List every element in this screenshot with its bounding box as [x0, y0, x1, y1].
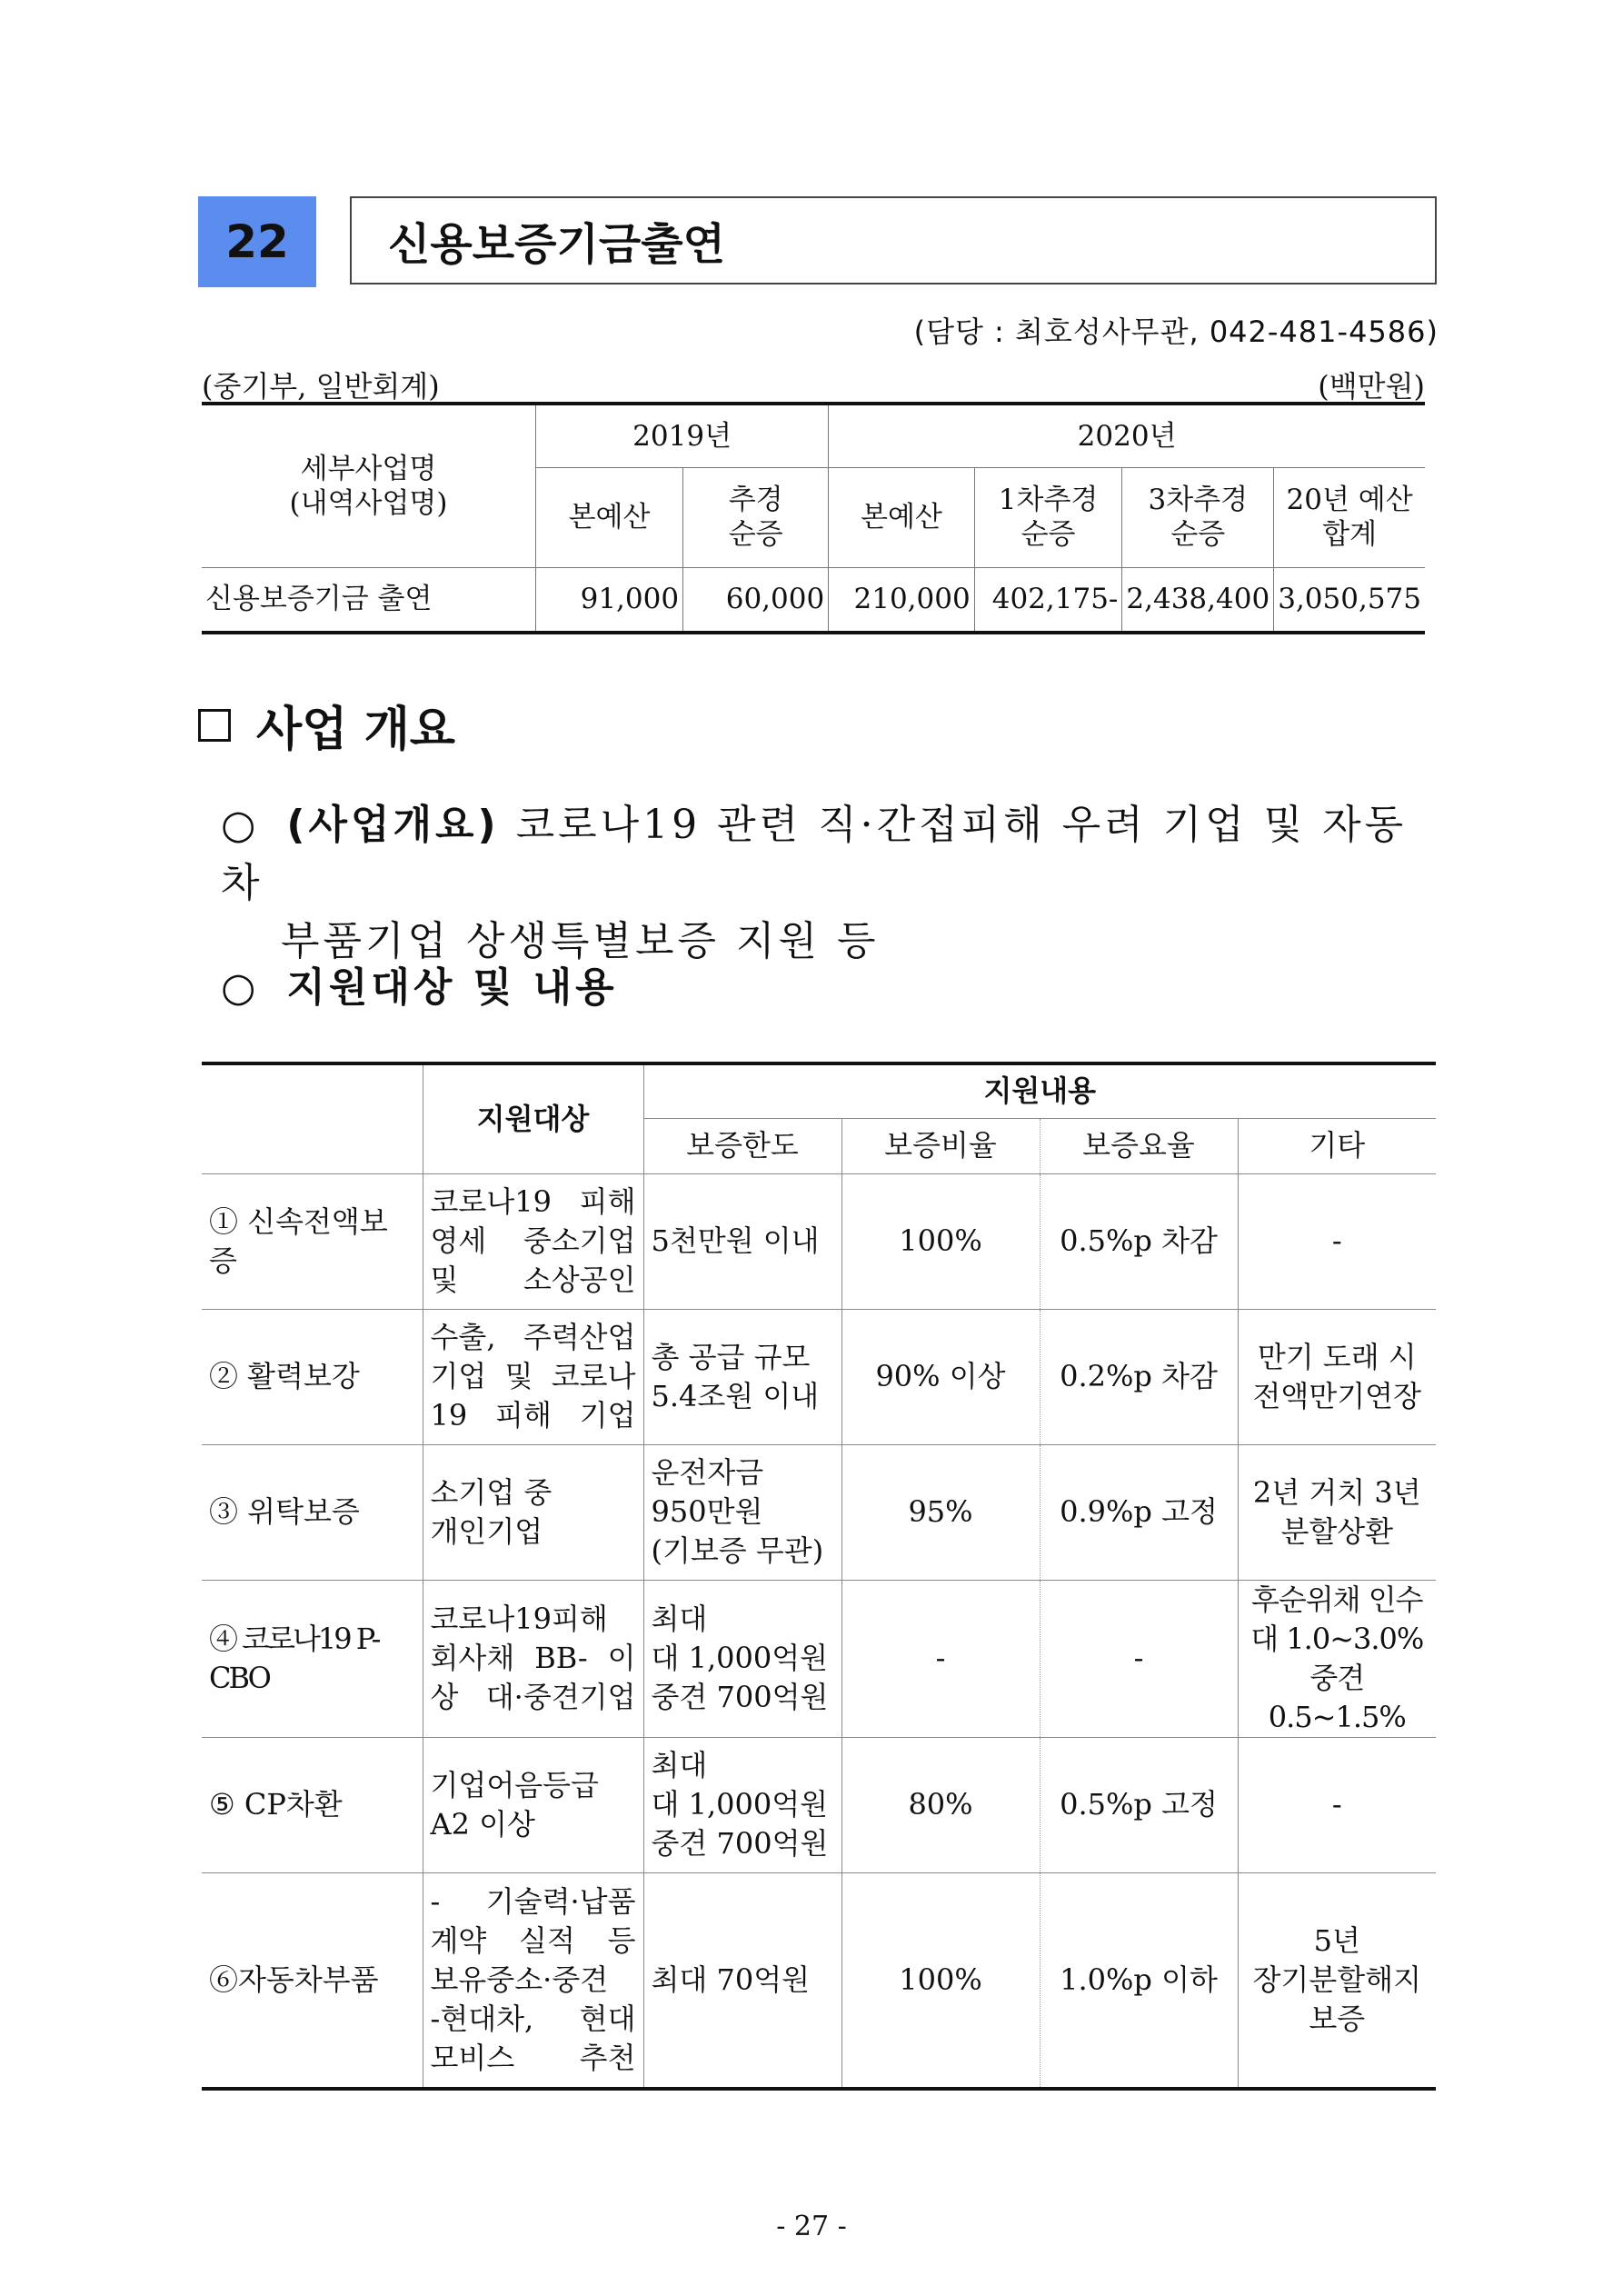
- ministry-label: (중기부, 일반회계): [202, 369, 440, 404]
- row-name: ④ 코로나19 P-CBO: [202, 1580, 423, 1737]
- circle-bullet-icon: ○: [221, 964, 260, 1011]
- row-ratio: -: [841, 1580, 1040, 1737]
- row-target: 수출, 주력산업 기업 및 코로나 19 피해 기업: [423, 1309, 643, 1444]
- budget-cell: 2,438,400: [1122, 567, 1274, 633]
- row-limit: 운전자금 950만원 (기보증 무관): [643, 1444, 841, 1580]
- row-name: ① 신속전액보증: [202, 1173, 423, 1309]
- table-row: [202, 1173, 1436, 1309]
- support-subheader: 보증요율: [1040, 1118, 1238, 1173]
- budget-subheader: 본예산: [536, 467, 683, 567]
- support-subheader: 기타: [1238, 1118, 1436, 1173]
- overview-line-1: [221, 796, 1448, 913]
- budget-cell: 3,050,575: [1274, 567, 1425, 633]
- overview-line-2: 부품기업 상생특별보증 지원 등: [281, 918, 880, 964]
- budget-cell: 210,000: [829, 567, 975, 633]
- row-etc: 만기 도래 시 전액만기연장: [1238, 1309, 1436, 1444]
- row-etc: 2년 거치 3년 분할상환: [1238, 1444, 1436, 1580]
- row-target: - 기술력·납품 계약 실적 등 보유중소·중견 -현대차, 현대 모비스 추천: [423, 1872, 643, 2089]
- row-target: 기업어음등급 A2 이상: [423, 1737, 643, 1872]
- budget-subheader: 20년 예산 합계: [1274, 467, 1425, 567]
- support-header-blank: [202, 1063, 423, 1173]
- budget-subheader: 3차추경 순증: [1122, 467, 1274, 567]
- budget-subheader: 본예산: [829, 467, 975, 567]
- row-ratio: 95%: [841, 1444, 1040, 1580]
- circle-bullet-icon: ○: [221, 802, 260, 848]
- page-number: - 27 -: [776, 2211, 847, 2242]
- row-ratio: 80%: [841, 1737, 1040, 1872]
- section-number: 22: [198, 196, 316, 287]
- table-row: [202, 1737, 1436, 1872]
- row-limit: 최대 70억원: [643, 1872, 841, 2089]
- budget-subheader: 추경 순증: [683, 467, 829, 567]
- budget-header-2019: 2019년: [536, 404, 829, 467]
- table-row: [202, 1309, 1436, 1444]
- budget-header-2020: 2020년: [829, 404, 1425, 467]
- row-name: ⑥자동차부품: [202, 1872, 423, 2089]
- row-rate: 0.2%p 차감: [1040, 1309, 1238, 1444]
- support-subheader: 보증비율: [841, 1118, 1040, 1173]
- row-target: 코로나19 피해 영세 중소기업 및 소상공인: [423, 1173, 643, 1309]
- row-rate: 0.9%p 고정: [1040, 1444, 1238, 1580]
- row-name: ② 활력보강: [202, 1309, 423, 1444]
- section-title-box: [350, 196, 1437, 285]
- row-ratio: 100%: [841, 1872, 1040, 2089]
- budget-cell: 402,175-: [974, 567, 1122, 633]
- budget-cell: 60,000: [683, 567, 829, 633]
- row-name: ③ 위탁보증: [202, 1444, 423, 1580]
- budget-cell: 91,000: [536, 567, 683, 633]
- unit-label: (백만원): [1318, 369, 1425, 404]
- section-heading: [198, 691, 455, 759]
- row-etc: 5년 장기분할해지 보증: [1238, 1872, 1436, 2089]
- support-header-content: 지원내용: [643, 1063, 1436, 1118]
- table-row: [202, 1872, 1436, 2089]
- row-rate: 0.5%p 차감: [1040, 1173, 1238, 1309]
- row-etc: -: [1238, 1173, 1436, 1309]
- table-row: [202, 1444, 1436, 1580]
- row-target: 소기업 중 개인기업: [423, 1444, 643, 1580]
- budget-subheader: 1차추경 순증: [974, 467, 1122, 567]
- square-bullet-icon: [198, 709, 231, 742]
- contact-info: (담당 : 최호성사무관, 042-481-4586): [913, 314, 1439, 349]
- section-heading-text: 사업 개요: [256, 703, 456, 757]
- budget-table: [202, 402, 1425, 634]
- row-rate: -: [1040, 1580, 1238, 1737]
- row-rate: 0.5%p 고정: [1040, 1737, 1238, 1872]
- budget-row: [202, 567, 1425, 633]
- support-subheader: 보증한도: [643, 1118, 841, 1173]
- support-heading: [221, 954, 618, 1013]
- row-etc: -: [1238, 1737, 1436, 1872]
- support-header-target: 지원대상: [423, 1063, 643, 1173]
- row-limit: 총 공급 규모 5.4조원 이내: [643, 1309, 841, 1444]
- page-title: 신용보증기금출연: [388, 219, 725, 270]
- row-etc: 후순위채 인수 대 1.0~3.0% 중견0.5~1.5%: [1238, 1580, 1436, 1737]
- row-limit: 최대 대 1,000억원 중견 700억원: [643, 1580, 841, 1737]
- row-limit: 최대 대 1,000억원 중견 700억원: [643, 1737, 841, 1872]
- row-limit: 5천만원 이내: [643, 1173, 841, 1309]
- support-table: [202, 1062, 1436, 2091]
- overview-bullet: [221, 796, 1448, 971]
- row-ratio: 100%: [841, 1173, 1040, 1309]
- row-target: 코로나19피해 회사채 BB- 이 상 대·중견기업: [423, 1580, 643, 1737]
- table-row: [202, 1580, 1436, 1737]
- row-rate: 1.0%p 이하: [1040, 1872, 1238, 2089]
- budget-header-project: 세부사업명 (내역사업명): [202, 404, 536, 567]
- support-heading-text: 지원대상 및 내용: [286, 964, 618, 1011]
- row-ratio: 90% 이상: [841, 1309, 1040, 1444]
- budget-row-name: 신용보증기금 출연: [202, 567, 536, 633]
- row-name: ⑤ CP차환: [202, 1737, 423, 1872]
- overview-text: 코로나19 관련 직·간접피해 우려 기업 및 자동차: [221, 802, 1408, 906]
- overview-lead: (사업개요): [286, 802, 500, 848]
